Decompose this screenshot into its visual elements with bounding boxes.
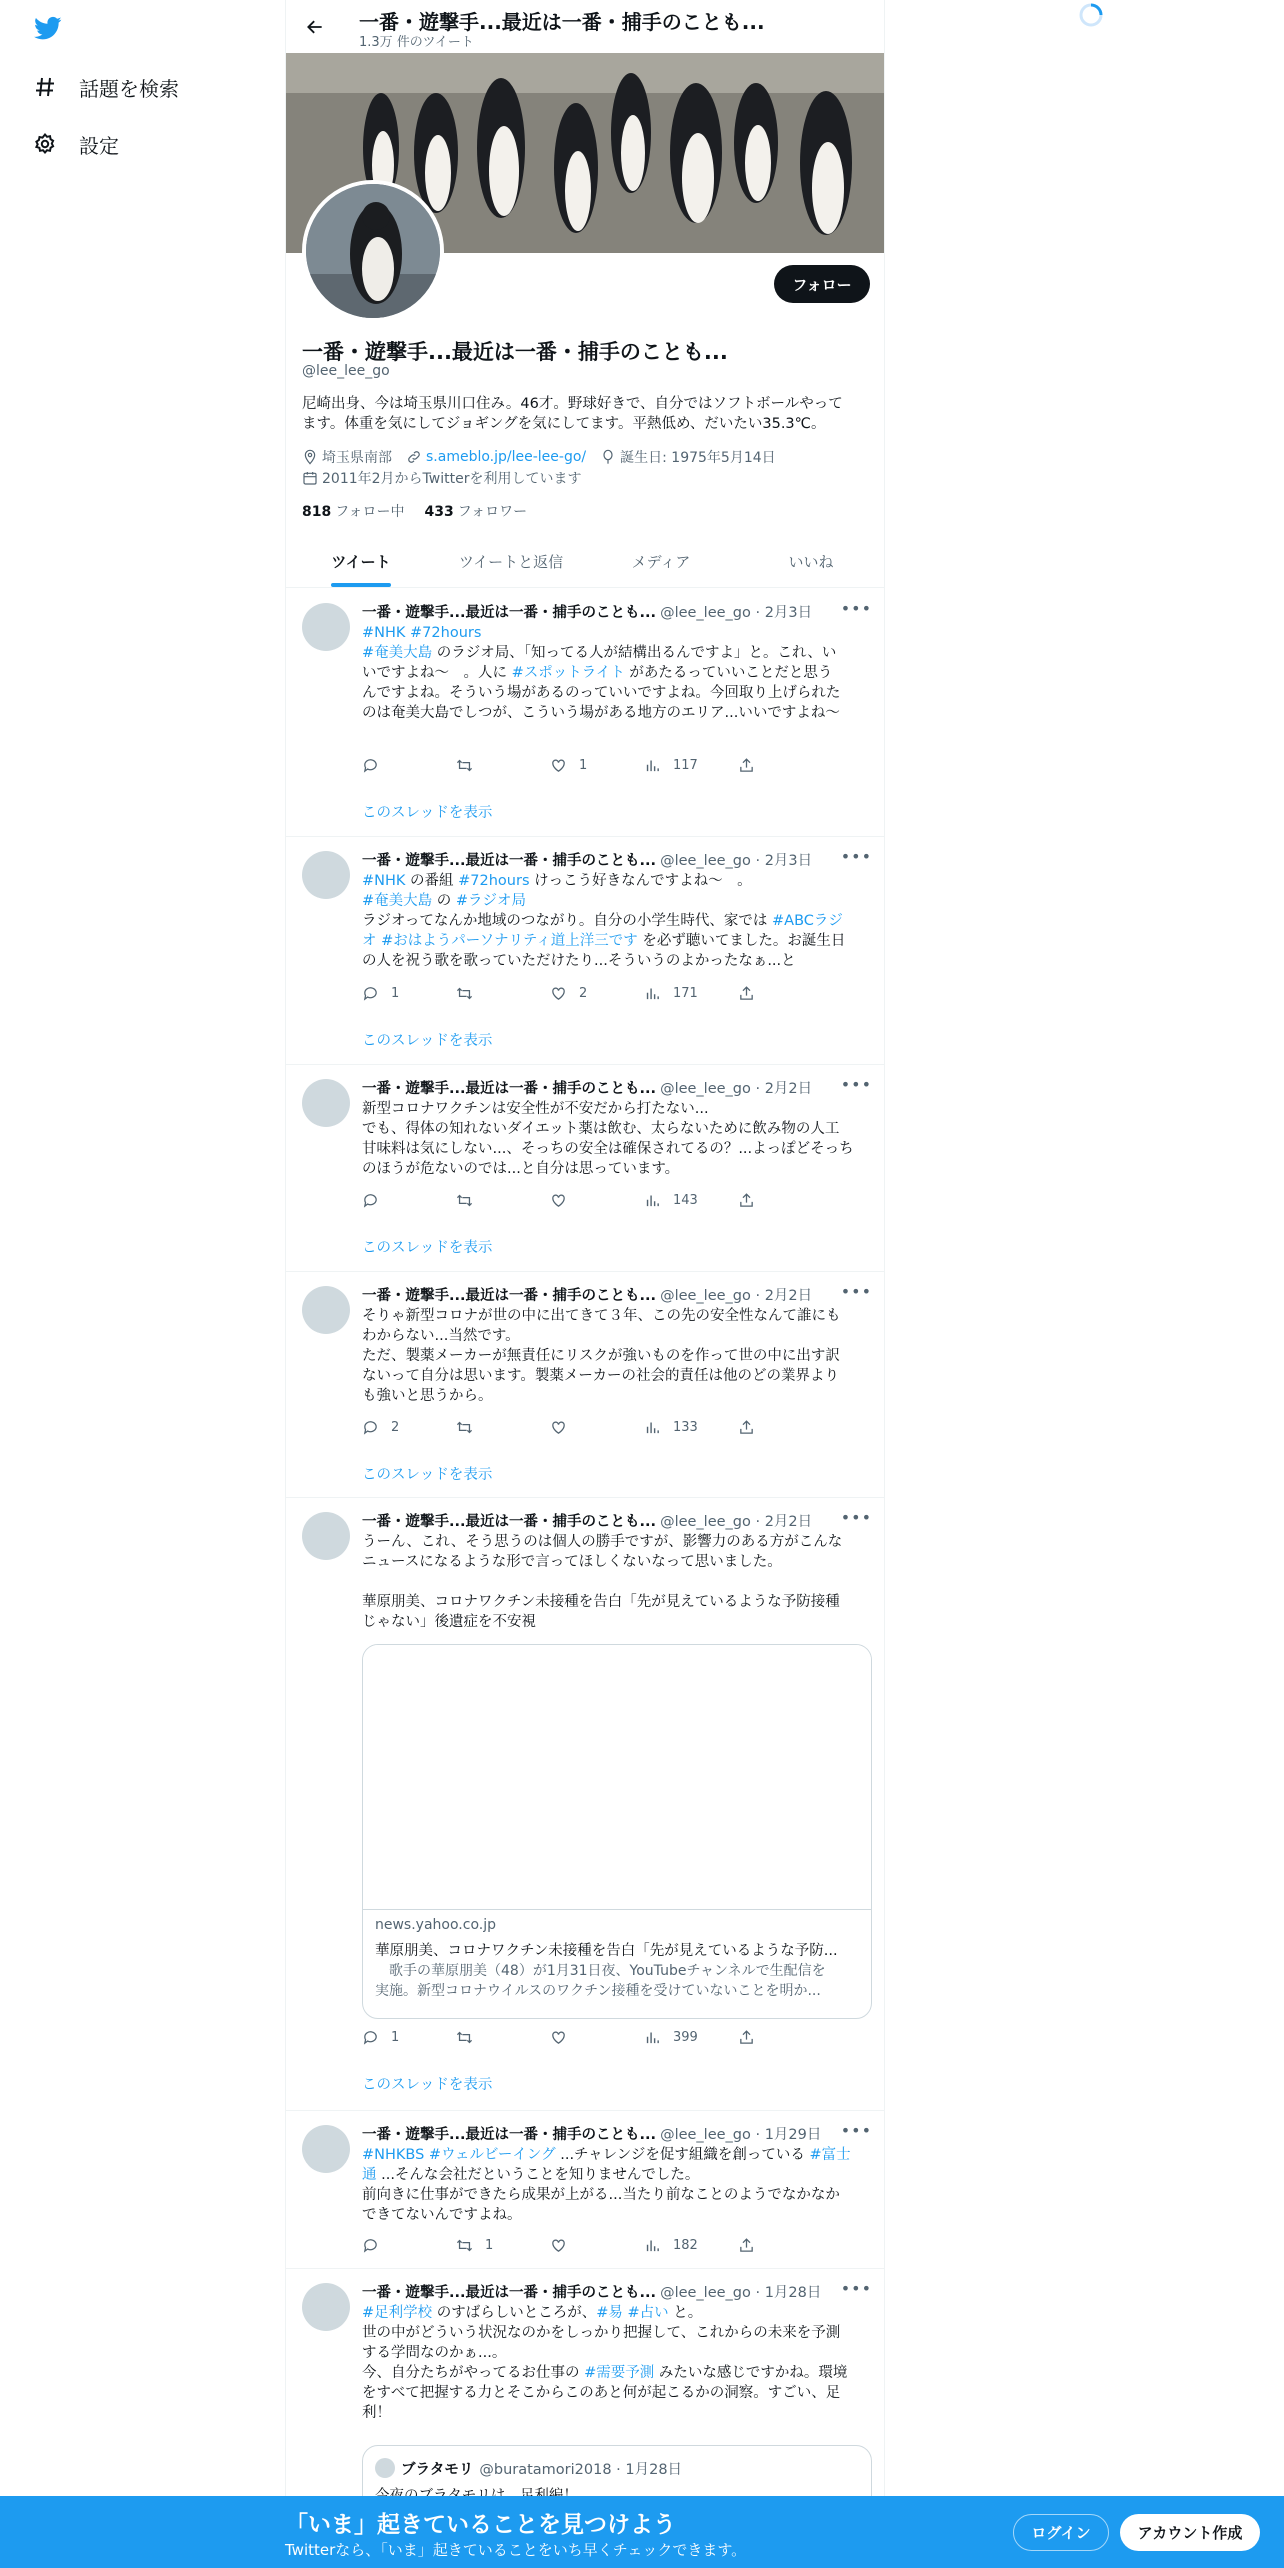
retweet-icon (456, 2237, 473, 2254)
tweet-header (362, 2123, 872, 2144)
retweet-button[interactable] (456, 1419, 485, 1436)
tweet-actions (362, 1419, 802, 1439)
tweet-text-line (362, 2303, 872, 2323)
share-icon (738, 1192, 755, 1209)
hashtag-link[interactable]: #占い (627, 2305, 669, 2321)
like-button[interactable] (550, 2237, 579, 2254)
tweet-handle-date: @lee_lee_go · 2月3日 (660, 605, 813, 621)
text-segment: のほうが危ないのでは...と自分は思っています。 (362, 1161, 680, 1177)
share-button[interactable] (738, 1419, 767, 1436)
tweet-author-name[interactable]: 一番・遊撃手...最近は一番・捕手のことも... (362, 605, 657, 621)
tweet-handle-date: @lee_lee_go · 2月2日 (660, 1514, 813, 1530)
quoted-tweet-header (401, 2458, 682, 2479)
tweet[interactable] (286, 2269, 885, 2509)
tweet-text-line (362, 2205, 872, 2225)
signup-banner-title: 「いま」起きていることを見つけよう (285, 2512, 676, 2538)
profile-joined: 2011年2月からTwitterを利用しています (322, 471, 582, 487)
share-button[interactable] (738, 985, 767, 1002)
tweet-avatar[interactable] (302, 603, 350, 651)
like-count: 1 (579, 758, 588, 773)
loading-spinner-icon (1078, 2, 1104, 28)
tweet-text-line (362, 1612, 872, 1632)
views-button[interactable] (644, 2237, 698, 2254)
like-button[interactable] (550, 2029, 579, 2046)
reply-count: 1 (391, 2030, 400, 2045)
tweet-text-line (362, 1346, 872, 1366)
tweet-handle-date: @lee_lee_go · 1月28日 (660, 2285, 822, 2301)
nav-settings-label: 設定 (79, 133, 119, 158)
share-icon (738, 985, 755, 1002)
follow-button[interactable]: フォロー (774, 265, 870, 303)
link-preview-card[interactable] (362, 1644, 872, 2019)
profile-joined-row (302, 468, 581, 488)
retweet-icon (456, 2029, 473, 2046)
tweet-avatar[interactable] (302, 1512, 350, 1560)
tweet-text-line (362, 1532, 872, 1552)
share-icon (738, 2029, 755, 2046)
text-segment: 甘味料は気にしない...、そっちの安全は確保されてるの？...よっぽどそっち (362, 1141, 854, 1157)
tweet-text-line (362, 911, 872, 931)
tweet-text-line (362, 2165, 872, 2185)
text-segment: があたるっていいことだと思う (624, 665, 833, 681)
reply-count: 1 (391, 986, 400, 1001)
hashtag-link[interactable]: #スポットライト (511, 665, 625, 681)
link-preview-description-line: 歌手の華原朋美（48）が1月31日夜、YouTubeチャンネルで生配信を (375, 1963, 826, 1979)
reply-icon (362, 985, 379, 1002)
like-button[interactable] (550, 757, 587, 774)
text-segment: 新型コロナワクチンは安全性が不安だから打たない... (362, 1101, 709, 1117)
views-count: 399 (673, 2030, 698, 2045)
retweet-button[interactable] (456, 2237, 493, 2254)
reply-icon (362, 2029, 379, 2046)
views-button[interactable] (644, 2029, 698, 2046)
retweet-icon (456, 985, 473, 1002)
tweet-text (362, 871, 872, 971)
tweet-text-line (362, 1386, 872, 1406)
hashtag-link[interactable]: オ (362, 933, 377, 949)
tweet-header (362, 849, 872, 870)
text-segment: と。 (668, 2305, 703, 2321)
like-button[interactable] (550, 1192, 579, 1209)
reply-icon (362, 1419, 379, 1436)
text-segment: んですよね。そういう場があるのっていいですよね。今回取り上げられた (362, 685, 841, 701)
text-segment: できてないんですよね。 (362, 2207, 522, 2223)
tweet-actions (362, 985, 802, 1005)
share-button[interactable] (738, 2237, 767, 2254)
tweet-author-name[interactable]: 一番・遊撃手...最近は一番・捕手のことも... (362, 1288, 657, 1304)
share-button[interactable] (738, 757, 767, 774)
text-segment: けっこう好きなんですよね～ 。 (529, 873, 752, 889)
show-thread-link[interactable]: このスレッドを表示 (362, 805, 493, 821)
link-preview-image (363, 1645, 872, 1910)
following-link[interactable] (302, 501, 405, 521)
reply-button[interactable] (362, 985, 399, 1002)
tweet-text (362, 1099, 872, 1179)
reply-button[interactable] (362, 1419, 399, 1436)
text-segment: ...チャレンジを促す組織を創っている (555, 2147, 810, 2163)
hashtag-link[interactable]: #72hours (458, 873, 530, 889)
hashtag-link[interactable]: #奄美大島 (362, 645, 433, 661)
link-preview-description-line: 実施。新型コロナウイルスのワクチン接種を受けていないことを明か... (375, 1983, 821, 1999)
text-segment: でも、得体の知れないダイエット薬は飲む、太らないために飲み物の人工 (362, 1121, 840, 1137)
text-segment: 利！ (362, 2405, 391, 2421)
tweet-actions (362, 2237, 802, 2257)
heart-icon (550, 2237, 567, 2254)
tweet-author-name[interactable]: 一番・遊撃手...最近は一番・捕手のことも... (362, 853, 657, 869)
back-arrow-icon (305, 17, 325, 37)
quoted-tweet-author: ブラタモリ (401, 2462, 474, 2478)
bio-line: ます。体重を気にしてジョギングを気にしてます。平熱低め、だいたい35.3℃。 (302, 416, 826, 432)
text-segment: を必ず聴いてました。お誕生日 (637, 933, 846, 949)
tab-likes[interactable]: いいね (788, 552, 834, 571)
hashtag-link[interactable]: #おはようパーソナリティ道上洋三です (381, 933, 638, 949)
profile-header-bar (286, 0, 885, 53)
tweet-text-line (362, 2323, 872, 2343)
hashtag-link[interactable]: #72hours (410, 625, 482, 641)
views-count: 133 (673, 1420, 698, 1435)
views-chart-icon (644, 1192, 661, 1209)
quoted-tweet-avatar (375, 2458, 395, 2478)
login-button[interactable]: ログイン (1013, 2514, 1109, 2551)
hashtag-link[interactable]: #ラジオ局 (455, 893, 527, 909)
gear-icon (33, 132, 57, 156)
text-segment: 今、自分たちがやってるお仕事の (362, 2365, 585, 2381)
text-segment: うーん、これ、そう思うのは個人の勝手ですが、影響力のある方がこんな (362, 1534, 843, 1550)
text-segment: ただ、製薬メーカーが無責任にリスクが強いものを作って世の中に出す訳 (362, 1348, 840, 1364)
views-button[interactable] (644, 757, 698, 774)
text-segment: のラジオ局、「知ってる人が結構出るんですよ」と。これ、い (432, 645, 837, 661)
tweet-header (362, 2281, 872, 2302)
tab-tweets[interactable]: ツイート (286, 535, 436, 587)
views-count: 182 (673, 2238, 698, 2253)
tweet-text-line (362, 931, 872, 951)
tweet-actions (362, 757, 802, 777)
tweet-avatar[interactable] (302, 851, 350, 899)
like-button[interactable] (550, 1419, 579, 1436)
profile-name: 一番・遊撃手...最近は一番・捕手のことも... (302, 340, 728, 364)
reply-button[interactable] (362, 2237, 391, 2254)
profile-birthday: 誕生日: 1975年5月14日 (620, 450, 776, 466)
text-segment: ...そんな会社だということを知りませんでした。 (376, 2167, 700, 2183)
tweet-author-name[interactable]: 一番・遊撃手...最近は一番・捕手のことも... (362, 1081, 657, 1097)
signup-button[interactable]: アカウント作成 (1120, 2514, 1260, 2551)
tweet-header (362, 601, 872, 622)
link-icon (406, 449, 422, 465)
tweet[interactable] (286, 1272, 885, 1498)
share-icon (738, 757, 755, 774)
profile-counts (302, 501, 527, 521)
bio-line: 尼崎出身、今は埼玉県川口住み。46才。野球好きで、自分ではソフトボールやって (302, 396, 843, 412)
profile-avatar[interactable] (302, 180, 444, 322)
text-segment: 前向きに仕事ができたら成果が上がる...当たり前なことのようでなかなか (362, 2187, 840, 2203)
tweet[interactable] (286, 1065, 885, 1272)
tweet-header (362, 1284, 872, 1305)
text-segment: の番組 (405, 873, 459, 889)
tweet[interactable] (286, 837, 885, 1065)
tweet-text-line (362, 2363, 872, 2383)
more-options-icon[interactable]: ••• (840, 847, 872, 866)
tweet-text-line (362, 1119, 872, 1139)
more-options-icon[interactable]: ••• (840, 1508, 872, 1527)
retweet-button[interactable] (456, 757, 485, 774)
tweet-handle-date: @lee_lee_go · 1月29日 (660, 2127, 822, 2143)
share-icon (738, 1419, 755, 1436)
retweet-button[interactable] (456, 985, 485, 1002)
tweet-text-line (362, 1592, 872, 1612)
tweet-text-line (362, 1139, 872, 1159)
tweet-author-name[interactable]: 一番・遊撃手...最近は一番・捕手のことも... (362, 1514, 657, 1530)
hashtag-link[interactable]: #需要予測 (584, 2365, 655, 2381)
text-segment: ニュースになるような形で言ってほしくないなって思いました。 (362, 1554, 782, 1570)
nav-explore-label: 話題を検索 (79, 76, 179, 101)
profile-bio (302, 394, 872, 434)
tweet-text-line (362, 1306, 872, 1326)
tweet-text-line (362, 2185, 872, 2205)
reply-button[interactable] (362, 757, 391, 774)
tweet-text-line (362, 2383, 872, 2403)
following-label: フォロー中 (335, 504, 405, 520)
header-title: 一番・遊撃手...最近は一番・捕手のことも... (359, 10, 765, 34)
share-button[interactable] (738, 2029, 767, 2046)
heart-icon (550, 985, 567, 1002)
location-pin-icon (302, 449, 318, 465)
show-thread-link[interactable]: このスレッドを表示 (362, 2077, 493, 2093)
tweet-avatar[interactable] (302, 2125, 350, 2173)
tweet-text-line (362, 2343, 872, 2363)
tab-media[interactable]: メディア (631, 552, 691, 571)
text-segment: のすばらしいところが、 (432, 2305, 597, 2321)
back-button[interactable] (300, 12, 330, 42)
followers-link[interactable] (425, 501, 528, 521)
views-chart-icon (644, 1419, 661, 1436)
profile-website-link[interactable]: s.ameblo.jp/lee-lee-go/ (426, 449, 587, 465)
views-chart-icon (644, 2029, 661, 2046)
tweet-text-line (362, 1159, 872, 1179)
more-options-icon[interactable]: ••• (840, 1075, 872, 1094)
text-segment: 世の中がどういう状況なのかをしっかり把握して、これからの未来を予測 (362, 2325, 841, 2341)
tweet-avatar[interactable] (302, 2283, 350, 2331)
more-options-icon[interactable]: ••• (840, 2279, 872, 2298)
more-options-icon[interactable]: ••• (840, 599, 872, 618)
retweet-icon (456, 1192, 473, 1209)
hashtag-link[interactable]: #ウェルビーイング (428, 2147, 556, 2163)
text-segment: じゃない」後遺症を不安視 (362, 1614, 536, 1630)
balloon-icon (600, 449, 616, 465)
followers-count: 433 (424, 504, 454, 520)
reply-button[interactable] (362, 1192, 391, 1209)
quoted-tweet-handle-date: @buratamori2018 · 1月28日 (479, 2462, 683, 2478)
link-preview-domain: news.yahoo.co.jp (375, 1917, 496, 1933)
show-thread-link[interactable]: このスレッドを表示 (362, 1467, 493, 1483)
text-segment: そりゃ新型コロナが世の中に出てきて３年、この先の安全性なんて誰にも (362, 1308, 841, 1324)
reply-icon (362, 1192, 379, 1209)
retweet-count: 1 (485, 2238, 494, 2253)
more-options-icon[interactable]: ••• (840, 1282, 872, 1301)
views-chart-icon (644, 757, 661, 774)
tweet-handle-date: @lee_lee_go · 2月3日 (660, 853, 813, 869)
hashtag-link[interactable]: #NHK (362, 873, 406, 889)
share-icon (738, 2237, 755, 2254)
like-button[interactable] (550, 985, 587, 1002)
text-segment: みたいな感じですかね。環境 (654, 2365, 848, 2381)
hashtag-link[interactable]: #富士 (809, 2147, 851, 2163)
reply-button[interactable] (362, 2029, 399, 2046)
profile-handle: @lee_lee_go (302, 363, 390, 379)
more-options-icon[interactable]: ••• (840, 2121, 872, 2140)
tweet-text-line (362, 871, 872, 891)
followers-label: フォロワー (457, 504, 528, 520)
calendar-icon (302, 470, 318, 486)
profile-meta-row (302, 447, 776, 467)
show-thread-link[interactable]: このスレッドを表示 (362, 1240, 493, 1256)
views-chart-icon (644, 985, 661, 1002)
views-button[interactable] (644, 1419, 698, 1436)
heart-icon (550, 1419, 567, 1436)
tweet-text-line (362, 663, 872, 683)
text-segment: ないって自分は思います。製薬メーカーの社会的責任は他のどの業界より (362, 1368, 840, 1384)
signup-banner (0, 2496, 1284, 2568)
tweet-text (362, 623, 872, 723)
heart-icon (550, 2029, 567, 2046)
tweet-text-line (362, 643, 872, 663)
hashtag-link[interactable]: #奄美大島 (362, 893, 433, 909)
link-preview-description (375, 1961, 861, 2001)
like-count: 2 (579, 986, 588, 1001)
tab-tweets-and-replies[interactable]: ツイートと返信 (458, 552, 564, 571)
retweet-icon (456, 757, 473, 774)
tweet-text-line (362, 623, 872, 643)
hashtag-link[interactable]: #易 (596, 2305, 623, 2321)
views-count: 117 (673, 758, 698, 773)
hashtag-icon (33, 75, 57, 99)
tweet-text-line (362, 891, 872, 911)
tweet-text-line (362, 683, 872, 703)
hashtag-link[interactable]: #NHKBS (362, 2147, 425, 2163)
tweet-text (362, 1306, 872, 1406)
views-button[interactable] (644, 985, 698, 1002)
hashtag-link[interactable]: #ABCラジ (772, 913, 843, 929)
tweet[interactable] (286, 589, 885, 837)
tweet-text (362, 2303, 872, 2423)
views-count: 171 (673, 986, 698, 1001)
reply-count: 2 (391, 1420, 400, 1435)
twitter-logo-icon[interactable] (31, 14, 65, 42)
views-button[interactable] (644, 1192, 698, 1209)
tweet-header (362, 1510, 872, 1531)
text-segment: する学問なのかぁ...。 (362, 2345, 507, 2361)
tweet-text-line (362, 1552, 872, 1572)
tweet-text-line (362, 1099, 872, 1119)
tweet-text (362, 1532, 872, 1632)
profile-tabs (286, 535, 885, 588)
nav-settings[interactable] (33, 124, 119, 164)
signup-banner-subtitle: Twitterなら、「いま」起きていることをいち早くチェックできます。 (285, 2541, 747, 2559)
nav-explore[interactable] (33, 67, 179, 107)
views-chart-icon (644, 2237, 661, 2254)
tweet-handle-date: @lee_lee_go · 2月2日 (660, 1288, 813, 1304)
retweet-button[interactable] (456, 1192, 485, 1209)
retweet-button[interactable] (456, 2029, 485, 2046)
text-segment: わからない...当然です。 (362, 1328, 520, 1344)
tweet-text-line (362, 1326, 872, 1346)
link-preview-title: 華原朋美、コロナワクチン未接種を告白「先が見えているような予防... (375, 1943, 838, 1959)
show-thread-link[interactable]: このスレッドを表示 (362, 1033, 493, 1049)
tweet-handle-date: @lee_lee_go · 2月2日 (660, 1081, 813, 1097)
tweet-actions (362, 2029, 802, 2049)
tweet-text-line (362, 1572, 872, 1592)
text-segment: いですよね～ 。人に (362, 665, 512, 681)
text-segment: のは奄美大島でしつが、こういう場がある地方のエリア...いいですよね～ (362, 705, 840, 721)
tweet-header (362, 1077, 872, 1098)
share-button[interactable] (738, 1192, 767, 1209)
tweet-author-name[interactable]: 一番・遊撃手...最近は一番・捕手のことも... (362, 2285, 657, 2301)
tweet-avatar[interactable] (302, 1286, 350, 1334)
hashtag-link[interactable]: #NHK (362, 625, 406, 641)
tweet-text-line (362, 1366, 872, 1386)
reply-icon (362, 2237, 379, 2254)
views-count: 143 (673, 1193, 698, 1208)
following-count: 818 (302, 504, 332, 520)
retweet-icon (456, 1419, 473, 1436)
tweet-author-name[interactable]: 一番・遊撃手...最近は一番・捕手のことも... (362, 2127, 657, 2143)
text-segment: の (432, 893, 456, 909)
tweet-avatar[interactable] (302, 1079, 350, 1127)
hashtag-link[interactable]: #足利学校 (362, 2305, 433, 2321)
tweet-text-line (362, 951, 872, 971)
text-segment: ラジオってなんか地域のつながり。自分の小学生時代、家では (362, 913, 773, 929)
text-segment: の人を祝う歌を歌っていただけたり...そういうのよかったなぁ...と (362, 953, 796, 969)
tweet[interactable] (286, 2111, 885, 2269)
text-segment: をすべて把握する力とそこからこのあと何が起こるかの洞察。すごい、足 (362, 2385, 841, 2401)
reply-icon (362, 757, 379, 774)
text-segment: も強いと思うから。 (362, 1388, 493, 1404)
tweet-text-line (362, 2403, 872, 2423)
header-tweet-count: 1.3万 件のツイート (359, 35, 474, 50)
text-segment: 華原朋美、コロナワクチン未接種を告白「先が見えているような予防接種 (362, 1594, 840, 1610)
tweet-text-line (362, 2145, 872, 2165)
heart-icon (550, 757, 567, 774)
main-column (285, 0, 885, 2568)
tweet[interactable] (286, 1498, 885, 2111)
profile-location: 埼玉県南部 (322, 450, 392, 466)
tweet-text-line (362, 703, 872, 723)
tweet-actions (362, 1192, 802, 1212)
hashtag-link[interactable]: 通 (362, 2167, 377, 2183)
tweet-text (362, 2145, 872, 2225)
heart-icon (550, 1192, 567, 1209)
